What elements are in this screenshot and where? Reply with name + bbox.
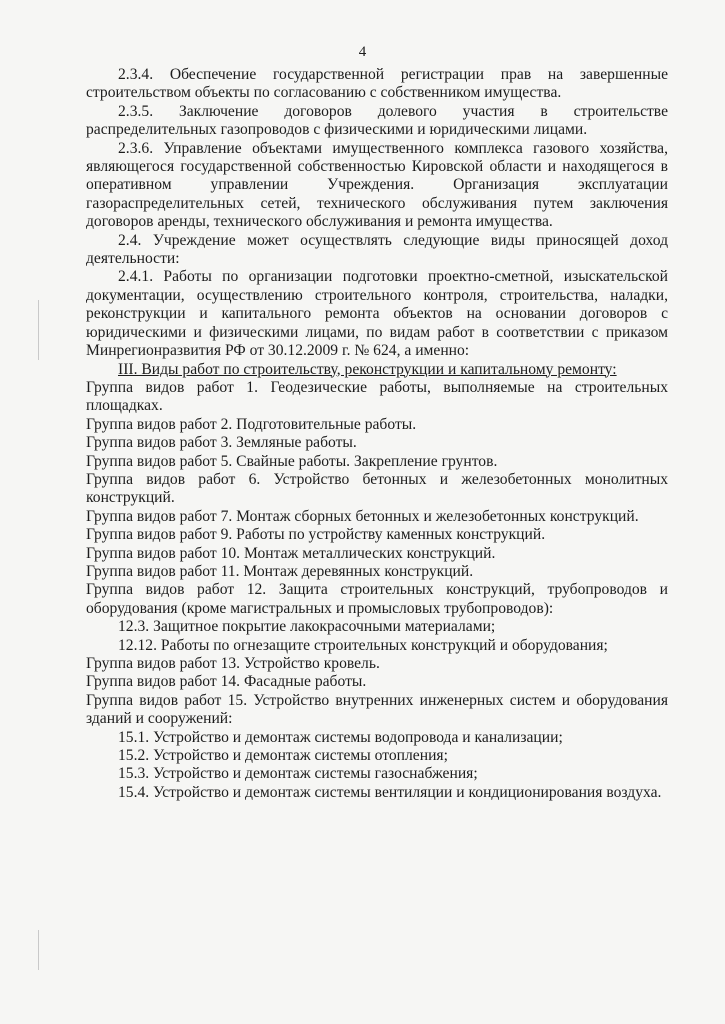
list-subitem: 15.4. Устройство и демонтаж системы вентиляции и кондиционирования воздуха. xyxy=(118,783,662,801)
list-subitem: 15.2. Устройство и демонтаж системы отопления; xyxy=(118,747,448,765)
list-subitem: 15.3. Устройство и демонтаж системы газоснабжения; xyxy=(118,765,478,783)
list-subitem: 15.1. Устройство и демонтаж системы водопровода и канализации; xyxy=(118,728,563,746)
page-number: 4 xyxy=(358,44,367,60)
paragraph: 2.3.6. Управление объектами имущественного комплекса газового хозяйства, являющегося государственной собственностью Кировской области и находящегося в оперативном управлении Учреждения. Организация эксплуатации газораспределительных сетей, технического обслуживания путем заключения договоров аренды, технического обслуживания и ремонта имущества. xyxy=(86,139,668,231)
section-heading: III. Виды работ по строительству, реконструкции и капитальному ремонту: xyxy=(118,360,617,378)
list-subitem: 12.3. Защитное покрытие лакокрасочными материалами; xyxy=(118,618,496,636)
paragraph: Группа видов работ 12. Защита строительных конструкций, трубопроводов и оборудования (кроме магистральных и промысловых трубопроводов): xyxy=(86,581,668,617)
paragraph: Группа видов работ 11. Монтаж деревянных конструкций. xyxy=(86,562,474,580)
paragraph: Группа видов работ 3. Земляные работы. xyxy=(86,434,357,452)
paragraph: Группа видов работ 14. Фасадные работы. xyxy=(86,673,367,691)
list-subitem: 12.12. Работы по огнезащите строительных конструкций и оборудования; xyxy=(118,636,608,654)
paragraph: Группа видов работ 10. Монтаж металлических конструкций. xyxy=(86,544,496,562)
paragraph: Группа видов работ 9. Работы по устройству каменных конструкций. xyxy=(86,526,546,544)
document-body xyxy=(86,66,668,802)
paragraph: Группа видов работ 2. Подготовительные работы. xyxy=(86,415,417,433)
paragraph: 2.3.5. Заключение договоров долевого участия в строительстве распределительных газопроводов с физическими и юридическими лицами. xyxy=(86,102,668,139)
paragraph: Группа видов работ 13. Устройство кровель. xyxy=(86,655,380,672)
paragraph: Группа видов работ 6. Устройство бетонных и железобетонных монолитных конструкций. xyxy=(86,470,668,507)
paragraph: 2.4. Учреждение может осуществлять следующие виды приносящей доход деятельности: xyxy=(86,231,668,268)
paragraph: 2.3.4. Обеспечение государственной регистрации прав на завершенные строительством объекты по согласованию с собственником имущества. xyxy=(86,66,668,102)
paragraph: 2.4.1. Работы по организации подготовки проектно-сметной, изыскательской документации, осуществлению строительного контроля, строительства, наладки, реконструкции и капитального ремонта объектов на основании договоров с юридическими и физическими лицами, по видам работ в соответствии с приказом Минрегионразвития РФ от 30.12.2009 г. № 624, а именно: xyxy=(86,268,668,360)
scan-edge-mark xyxy=(38,930,39,970)
paragraph: Группа видов работ 5. Свайные работы. Закрепление грунтов. xyxy=(86,452,498,470)
paragraph: Группа видов работ 1. Геодезические работы, выполняемые на строительных площадках. xyxy=(86,378,668,415)
paragraph: Группа видов работ 15. Устройство внутренних инженерных систем и оборудования зданий и сооружений: xyxy=(86,691,668,728)
paragraph: Группа видов работ 7. Монтаж сборных бетонных и железобетонных конструкций. xyxy=(86,507,639,525)
scan-edge-mark xyxy=(38,300,39,360)
